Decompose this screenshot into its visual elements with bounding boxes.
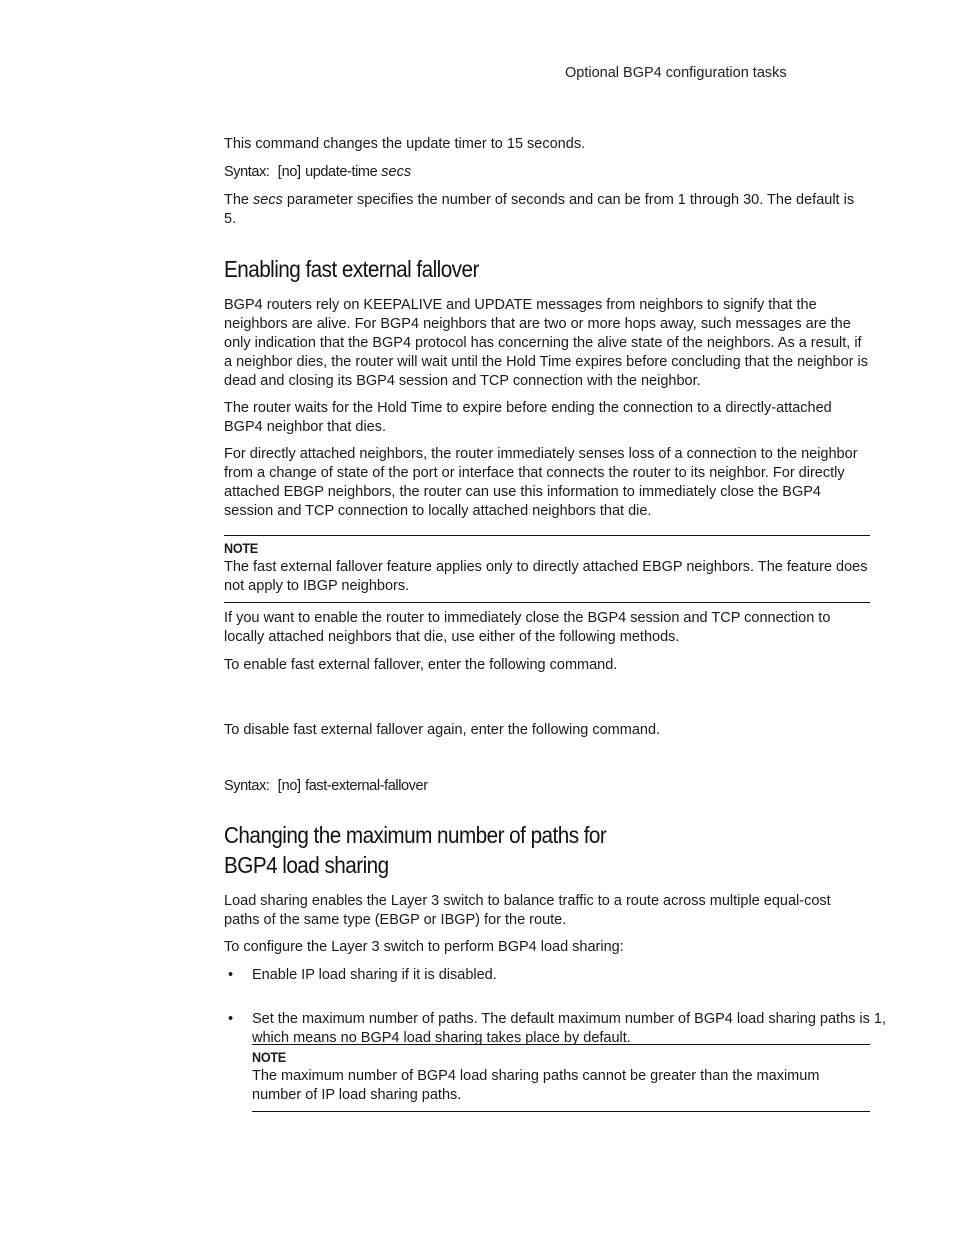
- note-label: NOTE: [252, 1049, 286, 1065]
- list-item: • Set the maximum number of paths. The default maximum number of BGP4 load sharing paths is 1, which means no BGP4 load sharing takes place by default.: [228, 1011, 887, 1046]
- enable-fallover-sentence: To enable fast external fallover, enter the following command.: [224, 657, 618, 673]
- load-sharing-note: [252, 1044, 870, 1112]
- bullet-icon: •: [228, 967, 234, 983]
- fallover-paragraph-1: BGP4 routers rely on KEEPALIVE and UPDATE messages from neighbors to signify that the neighbors are alive. For BGP4 neighbors that are two or more hops away, such messages are the only indication that the BGP4 protocol has concerning the alive state of the neighbors. As a result, if a neighbor dies, the router will wait until the Hold Time expires before concluding that the neighbor is dead and closing its BGP4 session and TCP connection with the neighbor.: [224, 297, 869, 389]
- timer-sentence: This command changes the update timer to 15 seconds.: [224, 136, 586, 152]
- fallover-paragraph-2: The router waits for the Hold Time to expire before ending the connection to a directly-attached BGP4 neighbor that dies.: [224, 400, 832, 435]
- syntax-label: Syntax:: [224, 778, 270, 794]
- note-text: The fast external fallover feature applies only to directly attached EBGP neighbors. The feature does not apply to IBGP neighbors.: [224, 559, 868, 594]
- load-sharing-paragraph-2: To configure the Layer 3 switch to perform BGP4 load sharing:: [224, 939, 624, 955]
- section-heading-load-sharing: Changing the maximum number of paths for BGP4 load sharing: [224, 822, 607, 878]
- syntax-command: fast-external-fallover: [305, 778, 428, 794]
- note-text: The maximum number of BGP4 load sharing paths cannot be greater than the maximum number of IP load sharing paths.: [252, 1068, 820, 1103]
- syntax-command: update-time: [305, 164, 378, 180]
- load-sharing-paragraph-1: Load sharing enables the Layer 3 switch to balance traffic to a route across multiple equal-cost paths of the same type (EBGP or IBGP) for the route.: [224, 893, 831, 928]
- syntax-label: Syntax:: [224, 164, 270, 180]
- fallover-paragraph-4: If you want to enable the router to immediately close the BGP4 session and TCP connection to locally attached neighbors that die, use either of the following methods.: [224, 610, 831, 645]
- list-item: • Enable IP load sharing if it is disabled.: [228, 967, 497, 983]
- running-header: Optional BGP4 configuration tasks: [565, 65, 787, 81]
- syntax-param: secs: [381, 164, 412, 180]
- section-heading-fallover: Enabling fast external fallover: [224, 256, 479, 282]
- bullet-icon: •: [228, 1011, 234, 1027]
- fallover-syntax: Syntax: [no] fast-external-fallover: [224, 778, 428, 794]
- update-time-syntax: Syntax: [no] update-time secs: [224, 164, 412, 180]
- secs-parameter-description: The secs parameter specifies the number of seconds and can be from 1 through 30. The default is 5.: [224, 192, 855, 227]
- disable-fallover-sentence: To disable fast external fallover again, enter the following command.: [224, 722, 661, 738]
- note-label: NOTE: [224, 540, 258, 556]
- fallover-note: [224, 535, 870, 603]
- fallover-paragraph-3: For directly attached neighbors, the router immediately senses loss of a connection to the neighbor from a change of state of the port or interface that connects the router to its neighbor. For directly attached EBGP neighbors, the router can use this information to immediately close the BGP4 session and TCP connection to locally attached neighbors that die.: [224, 446, 858, 519]
